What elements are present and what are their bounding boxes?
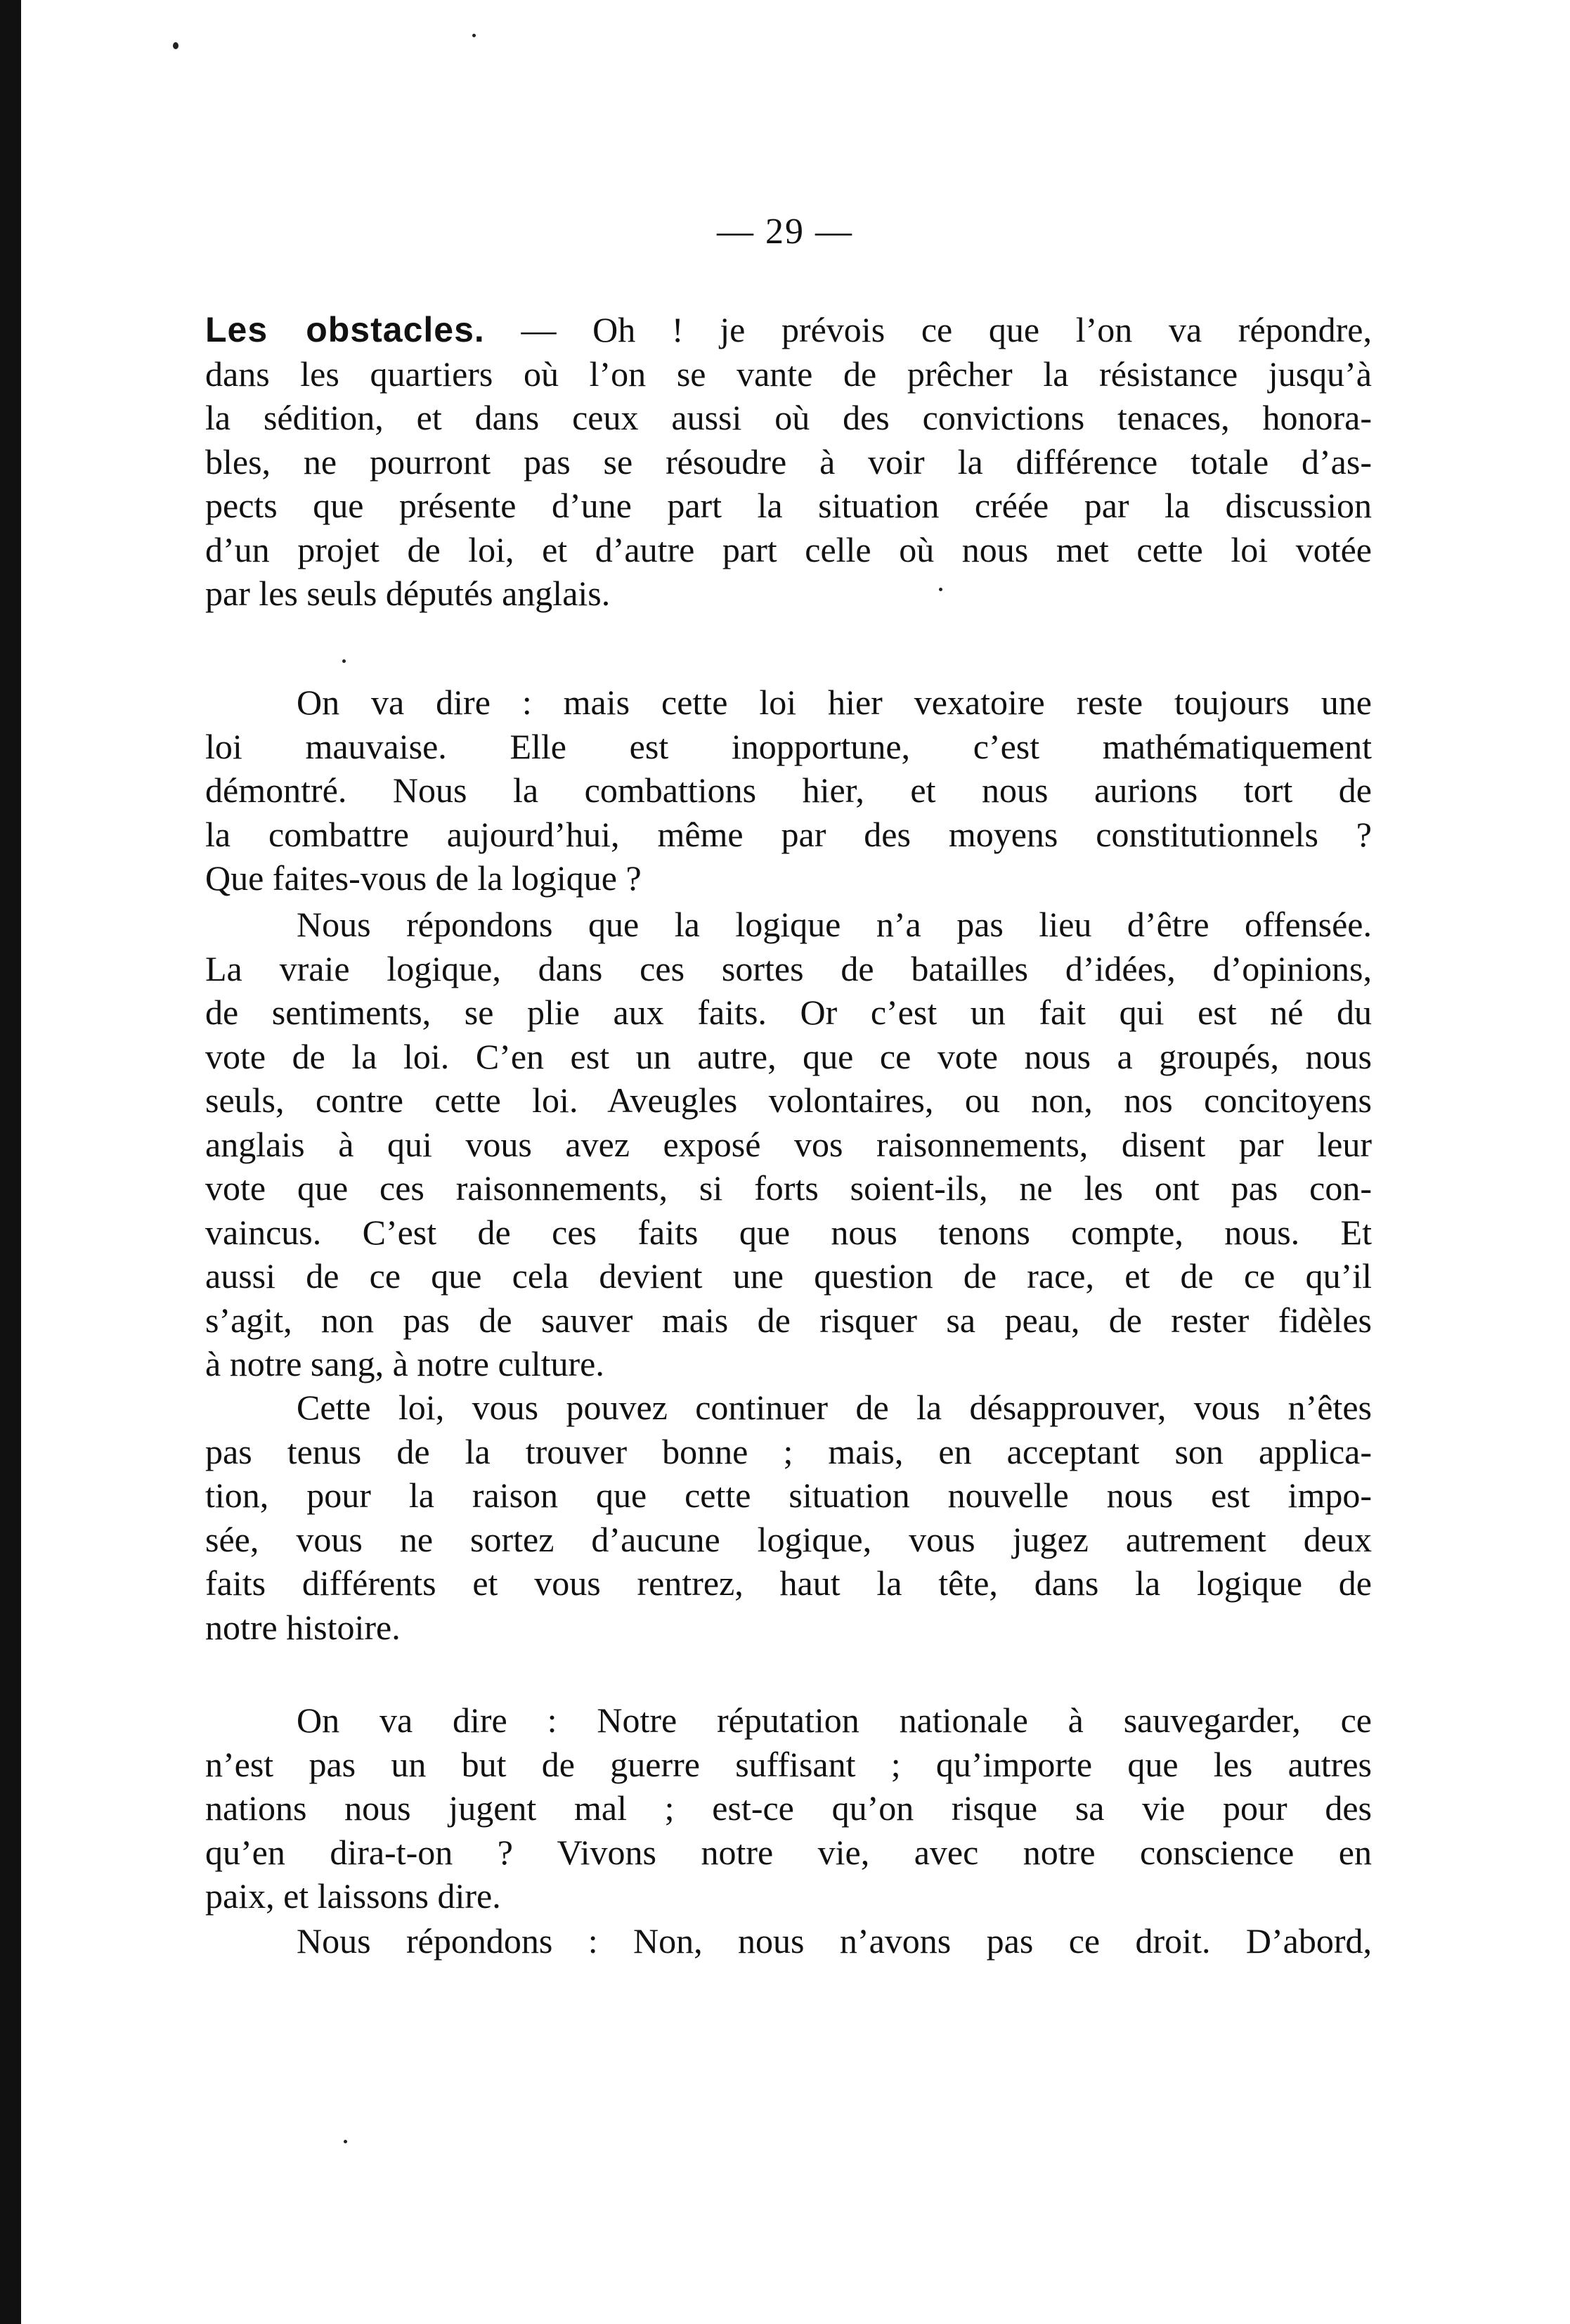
paragraph-nous-repondons-1: [205, 903, 1372, 1386]
text-line: qu’en dira-t-on ? Vivons notre vie, avec notre conscience en: [205, 1832, 1372, 1872]
text-line: loi mauvaise. Elle est inopportune, c’est mathématiquement: [205, 726, 1372, 766]
scan-speck: [344, 2140, 347, 2143]
paragraph-cette-loi: [205, 1386, 1372, 1649]
text-line: par les seuls députés anglais.: [205, 574, 611, 613]
text-line: On va dire : Notre réputation nationale à sauvegarder, ce: [297, 1700, 1372, 1740]
scan-speck: [342, 659, 346, 663]
text-line: bles, ne pourront pas se résoudre à voir la différence totale d’as-: [205, 441, 1372, 482]
text-line-run: — Oh ! je prévois ce que l’on va répondre,: [484, 310, 1372, 349]
text-line: vote de la loi. C’en est un autre, que ce vote nous a groupés, nous: [205, 1036, 1372, 1076]
text-line: On va dire : mais cette loi hier vexatoire reste toujours une: [297, 683, 1372, 722]
text-line: la combattre aujourd’hui, même par des moyens constitutionnels ?: [205, 814, 1372, 854]
text-line: vaincus. C’est de ces faits que nous tenons compte, nous. Et: [205, 1212, 1372, 1252]
text-line: [205, 308, 1372, 352]
text-line: paix, et laissons dire.: [205, 1876, 501, 1916]
text-line: aussi de ce que cela devient une question de race, et de ce qu’il: [205, 1256, 1372, 1296]
paragraph-on-va-dire-2: [205, 1698, 1372, 1918]
text-line: n’est pas un but de guerre suffisant ; qu’importe que les autres: [205, 1744, 1372, 1784]
text-line: La vraie logique, dans ces sortes de batailles d’idées, d’opinions,: [205, 948, 1372, 988]
text-line: de sentiments, se plie aux faits. Or c’est un fait qui est né du: [205, 993, 1372, 1032]
text-line: faits différents et vous rentrez, haut la tête, dans la logique de: [205, 1563, 1372, 1603]
text-line: d’un projet de loi, et d’autre part celle où nous met cette loi votée: [205, 529, 1372, 569]
paragraph-on-va-dire-1: [205, 680, 1372, 900]
section-heading: Les obstacles.: [205, 310, 485, 349]
text-line: anglais à qui vous avez exposé vos raisonnements, disent par leur: [205, 1124, 1372, 1164]
text-line: Nous répondons que la logique n’a pas lieu d’être offensée.: [297, 905, 1372, 944]
text-line: Cette loi, vous pouvez continuer de la désapprouver, vous n’êtes: [297, 1388, 1372, 1427]
paragraph-nous-repondons-2: [205, 1919, 1372, 1963]
text-line: nations nous jugent mal ; est-ce qu’on risque sa vie pour des: [205, 1788, 1372, 1828]
text-line: s’agit, non pas de sauver mais de risquer sa peau, de rester fidèles: [205, 1300, 1372, 1340]
scan-speck: [472, 34, 476, 37]
text-line: seuls, contre cette loi. Aveugles volontaires, ou non, nos concitoyens: [205, 1080, 1372, 1120]
text-line: démontré. Nous la combattions hier, et nous aurions tort de: [205, 770, 1372, 810]
text-line: à notre sang, à notre culture.: [205, 1344, 604, 1383]
text-line: dans les quartiers où l’on se vante de prêcher la résistance jusqu’à: [205, 354, 1372, 394]
text-line: tion, pour la raison que cette situation nouvelle nous est impo-: [205, 1476, 1372, 1515]
text-line: vote que ces raisonnements, si forts soient-ils, ne les ont pas con-: [205, 1168, 1372, 1208]
text-line: sée, vous ne sortez d’aucune logique, vous jugez autrement deux: [205, 1519, 1372, 1559]
text-line: Nous répondons : Non, nous n’avons pas ce droit. D’abord,: [297, 1921, 1372, 1961]
scan-edge-bar: [0, 0, 21, 2324]
text-line: notre histoire.: [205, 1607, 401, 1647]
text-line: pects que présente d’une part la situation créée par la discussion: [205, 486, 1372, 525]
page-number: — 29 —: [717, 212, 853, 252]
text-line: la sédition, et dans ceux aussi où des convictions tenaces, honora-: [205, 398, 1372, 437]
scan-speck: [173, 42, 179, 49]
paragraph-obstacles: [205, 308, 1372, 616]
text-line: Que faites-vous de la logique ?: [205, 858, 642, 898]
text-line: pas tenus de la trouver bonne ; mais, en acceptant son applica-: [205, 1431, 1372, 1471]
